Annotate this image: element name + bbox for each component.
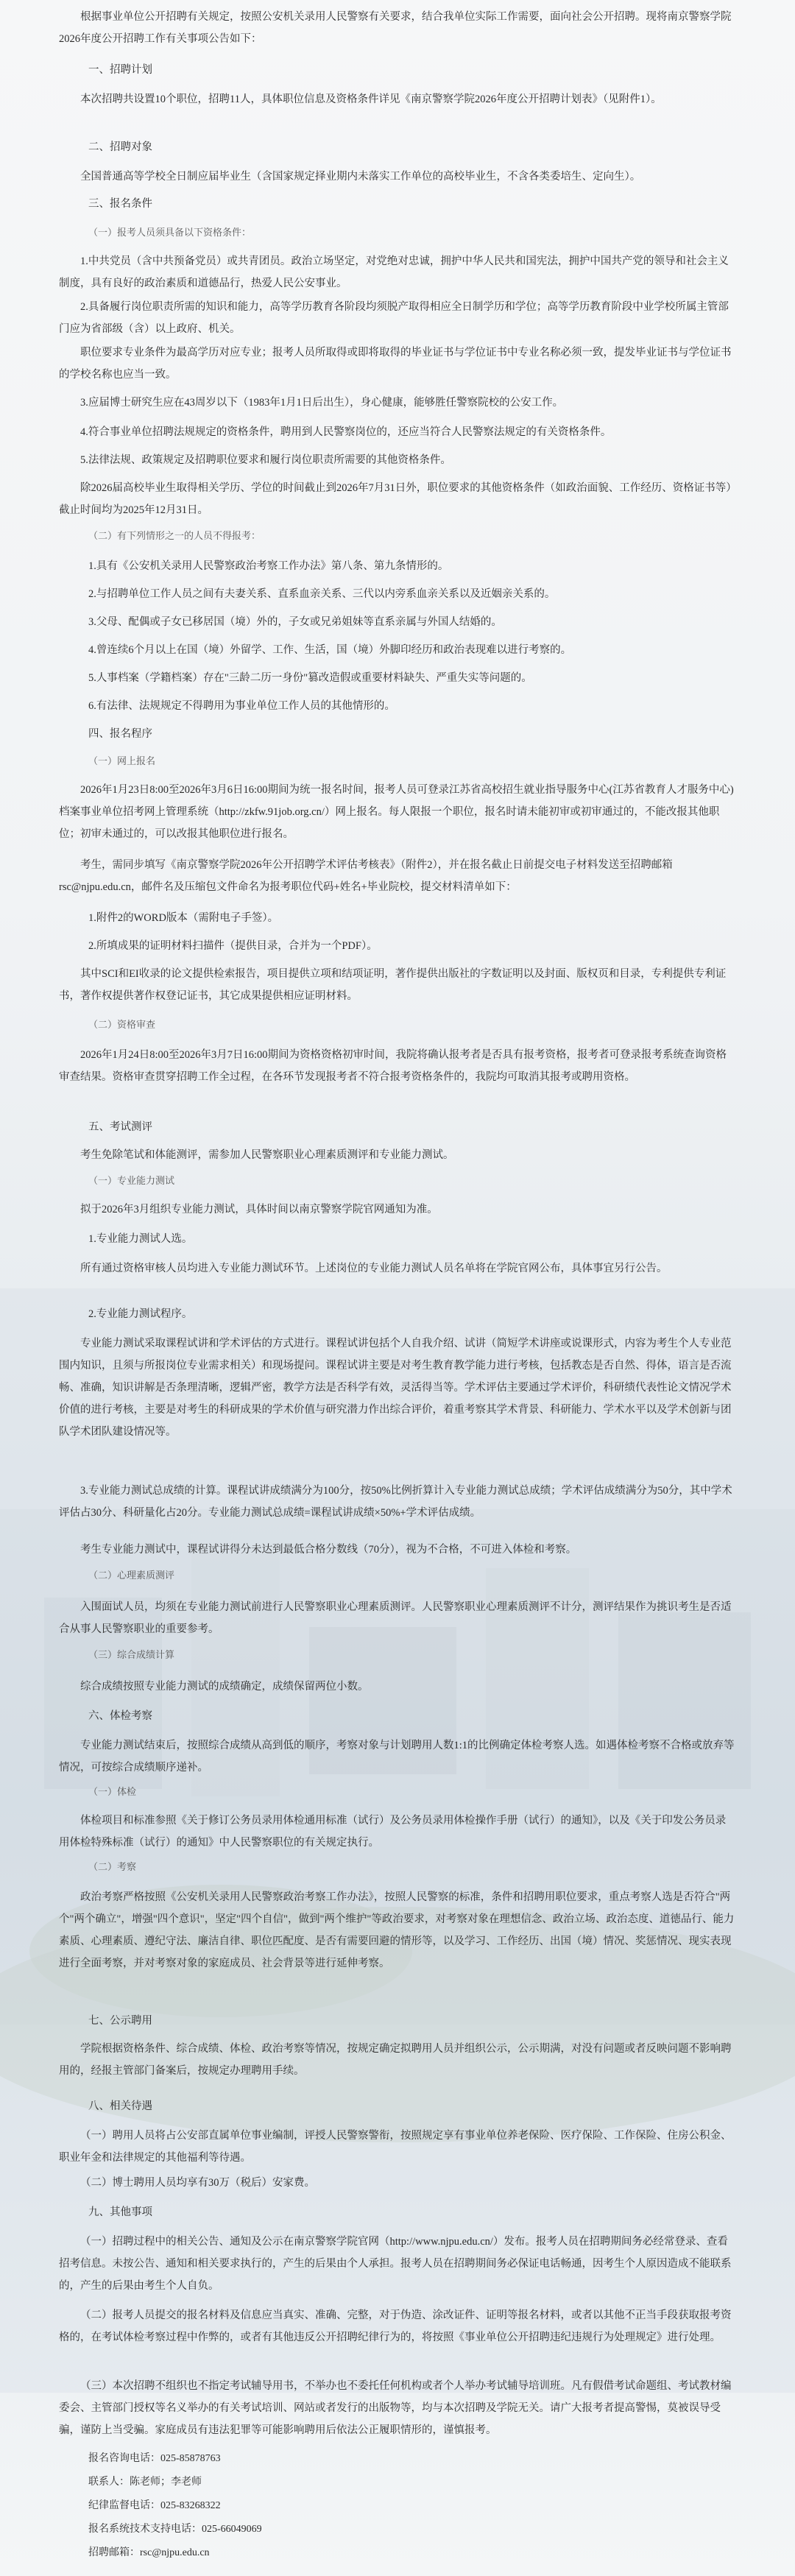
test-scoring: 3.专业能力测试总成绩的计算。课程试讲成绩满分为100分，按50%比例折算计入专业能力测试总成绩；学术评估成绩满分为50分，其中学术评估占30分、科研量化占20分。专业能力测试总成绩=课程试讲成绩×50%+学术评估成绩。 (59, 1485, 732, 1519)
section-5-sub-2: （二）心理素质测评 (88, 1570, 175, 1581)
section-5-sub-1: （一）专业能力测试 (88, 1176, 175, 1187)
section-9-heading: 九、其他事项 (88, 2206, 152, 2218)
benefit-1: （一）聘用人员将占公安部直属单位事业编制，评授人民警察警衔，按照规定享有事业单位养老保险、医疗保险、工作保险、住房公积金、职业年金和法律规定的其他福利等待遇。 (59, 2130, 732, 2164)
section-2-text: 全国普通高等学校全日制应届毕业生（含国家规定择业期内未落实工作单位的高校毕业生，不含各类委培生、定向生）。 (80, 171, 641, 183)
section-6-sub-1: （一）体检 (88, 1787, 137, 1798)
test-procedure-heading: 2.专业能力测试程序。 (88, 1308, 193, 1320)
section-3-sub-2: （二）有下列情形之一的人员不得报考： (88, 531, 261, 542)
condition-5: 5.法律法规、政策规定及招聘职位要求和履行岗位职责所需要的其他资格条件。 (80, 454, 451, 466)
qualification-review: 2026年1月24日8:00至2026年3月7日16:00期间为资格资格初审时间，我院将确认报考者是否具有报考资格，报考者可登录报考系统查询资格审查结果。资格审查贯穿招聘工作全过程，在各环节发现报考者不符合报考资格条件的，我院均可取消其报考或聘用资格。 (59, 1049, 727, 1083)
contact-phone: 报名咨询电话：025-85878763 (88, 2453, 221, 2464)
condition-1: 1.中共党员（含中共预备党员）或共青团员。政治立场坚定，对党绝对忠诚，拥护中华人民共和国宪法，拥护中国共产党的领导和社会主义制度，具有良好的政治素质和道德品行，热爱人民公安事业。 (59, 255, 729, 289)
recruitment-email: 招聘邮箱：rsc@njpu.edu.cn (88, 2547, 210, 2558)
exclusion-4: 4.曾连续6个月以上在国（境）外留学、工作、生活，国（境）外脚印经历和政治表现难以进行考察的。 (88, 644, 572, 656)
exclusion-3: 3.父母、配偶或子女已移居国（境）外的，子女或兄弟姐妹等直系亲属与外国人结婚的。 (88, 616, 502, 628)
section-3-heading: 三、报名条件 (88, 198, 152, 210)
section-4-sub-1: （一）网上报名 (88, 756, 156, 767)
other-1: （一）招聘过程中的相关公告、通知及公示在南京警察学院官网（http://www.njpu.edu.cn/）发布。报考人员在招聘期间务必经常登录、查看招考信息。未按公告、通知和相关要求执行的，产生的后果由个人承担。报考人员在招聘期间务必保证电话畅通，因考生个人原因造成不能联系的，产生的后果由考生个人自负。 (59, 2236, 732, 2292)
test-candidates: 所有通过资格审核人员均进入专业能力测试环节。上述岗位的专业能力测试人员名单将在学院官网公布，具体事宜另行公告。 (80, 1263, 668, 1274)
section-1-heading: 一、招聘计划 (88, 64, 152, 76)
condition-deadline: 除2026届高校毕业生取得相关学历、学位的时间截止到2026年7月31日外，职位要求的其他资格条件（如政治面貌、工作经历、资格证书等）截止时间均为2025年12月31日。 (59, 482, 732, 516)
other-2: （二）报考人员提交的报名材料及信息应当真实、准确、完整，对于伪造、涂改证件、证明等报名材料，或者以其他不正当手段获取报考资格的，在考试体检考察过程中作弊的，或者有其他违反公开招聘纪律行为的，将按照《事业单位公开招聘违纪违规行为处理规定》进行处理。 (59, 2309, 732, 2343)
material-1: 1.附件2的WORD版本（需附电子手签）。 (88, 912, 279, 924)
section-5-text: 考生免除笔试和体能测评，需参加人民警察职业心理素质测评和专业能力测试。 (80, 1149, 454, 1161)
condition-3: 3.应届博士研究生应在43周岁以下（1983年1月1日后出生），身心健康，能够胜任警察院校的公安工作。 (80, 397, 564, 409)
section-6-heading: 六、体检考察 (88, 1710, 152, 1722)
exclusion-2: 2.与招聘单位工作人员之间有夫妻关系、直系血亲关系、三代以内旁系血亲关系以及近姻亲关系的。 (88, 588, 556, 600)
test-passing: 考生专业能力测试中，课程试讲得分未达到最低合格分数线（70分），视为不合格，不可进入体检和考察。 (80, 1544, 577, 1556)
contact-person: 联系人：陈老师；李老师 (88, 2477, 202, 2488)
exclusion-6: 6.有法律、法规规定不得聘用为事业单位工作人员的其他情形的。 (88, 700, 395, 712)
section-5-sub-3: （三）综合成绩计算 (88, 1650, 175, 1661)
tech-support-phone: 报名系统技术支持电话：025-66049069 (88, 2524, 262, 2535)
condition-2-note: 职位要求专业条件为最高学历对应专业；报考人员所取得或即将取得的毕业证书与学位证书中专业名称必须一致，提发毕业证书与学位证书的学校名称也应当一致。 (59, 347, 732, 381)
condition-2: 2.具备履行岗位职责所需的知识和能力，高等学历教育各阶段均须脱产取得相应全日制学历和学位；高等学历教育阶段中业学校所属主管部门应为省部级（含）以上政府、机关。 (59, 301, 729, 335)
section-8-heading: 八、相关待遇 (88, 2100, 152, 2112)
section-5-heading: 五、考试测评 (88, 1121, 152, 1133)
test-candidates-heading: 1.专业能力测试人选。 (88, 1233, 193, 1245)
supervision-phone: 纪律监督电话：025-83268322 (88, 2500, 221, 2511)
section-2-heading: 二、招聘对象 (88, 141, 152, 153)
section-6-text: 专业能力测试结束后，按照综合成绩从高到低的顺序，考察对象与计划聘用人数1:1的比例确定体检考察人选。如遇体检考察不合格或放弃等情况，可按综合成绩顺序递补。 (59, 1740, 735, 1774)
materials-paragraph: 考生，需同步填写《南京警察学院2026年公开招聘学术评估考核表》（附件2），并在报名截止日前提交电子材料发送至招聘邮箱rsc@njpu.edu.cn，邮件名及压缩包文件命名为报考职位代码+姓名+毕业院校，提交材料清单如下： (59, 859, 673, 893)
section-4-sub-2: （二）资格审查 (88, 1020, 156, 1031)
materials-note: 其中SCI和EI收录的论文提供检索报告，项目提供立项和结项证明，著作提供出版社的字数证明以及封面、版权页和目录，专利提供专利证书，著作权提供著作权登记证书，其它成果提供相应证明材料。 (59, 968, 727, 1002)
section-3-sub-1: （一）报考人员须具备以下资格条件： (88, 227, 252, 239)
section-1-text: 本次招聘共设置10个职位，招聘11人，具体职位信息及资格条件详见《南京警察学院2026年度公开招聘计划表》（见附件1）。 (80, 93, 662, 105)
registration-paragraph: 2026年1月23日8:00至2026年3月6日16:00期间为统一报名时间，报考人员可登录江苏省高校招生就业指导服务中心(江苏省教育人才服务中心)档案事业单位招考网上管理系统（http://zkfw.91job.org.cn/）网上报名。每人限报一个职位，报名时请未能初审或初审通过的，不能改报其他职位；初审未通过的，可以改报其他职位进行报名。 (59, 784, 734, 840)
section-4-heading: 四、报名程序 (88, 728, 152, 740)
benefit-2: （二）博士聘用人员均享有30万（税后）安家费。 (80, 2177, 315, 2189)
material-2: 2.所填成果的证明材料扫描件（提供目录，合并为一个PDF）。 (88, 940, 378, 952)
political-review: 政治考察严格按照《公安机关录用人民警察政治考察工作办法》，按照人民警察的标准，条件和招聘用职位要求，重点考察人选是否符合"两个"两个确立"，增强"四个意识"，坚定"四个自信"，做到"两个维护"等政治要求，对考察对象在理想信念、政治立场、政治态度、道德品行、能力素质、心理素质、遵纪守法、廉洁自律、职位匹配度、是否有需要回避的情形等，以及学习、工作经历、出国（境）情况、奖惩情况、现实表现进行全面考察，并对考察对象的家庭成员、社会背景等进行延伸考察。 (59, 1891, 735, 1969)
psych-test: 入围面试人员，均须在专业能力测试前进行人民警察职业心理素质测评。人民警察职业心理素质测评不计分，测评结果作为挑识考生是否适合从事人民警察职业的重要参考。 (59, 1601, 732, 1635)
condition-4: 4.符合事业单位招聘法规规定的资格条件，聘用到人民警察岗位的，还应当符合人民警察法规定的有关资格条件。 (80, 426, 612, 438)
exclusion-5: 5.人事档案（学籍档案）存在"三龄二历一身份"篡改造假或重要材料缺失、严重失实等问题的。 (88, 672, 532, 684)
exclusion-1: 1.具有《公安机关录用人民警察政治考察工作办法》第八条、第九条情形的。 (88, 560, 449, 572)
intro-paragraph: 根据事业单位公开招聘有关规定，按照公安机关录用人民警察有关要求，结合我单位实际工作需要，面向社会公开招聘。现将南京警察学院2026年度公开招聘工作有关事项公告如下： (59, 11, 732, 45)
section-6-sub-2: （二）考察 (88, 1862, 137, 1873)
test-schedule: 拟于2026年3月组织专业能力测试，具体时间以南京警察学院官网通知为准。 (80, 1204, 438, 1215)
section-7-text: 学院根据资格条件、综合成绩、体检、政治考察等情况，按规定确定拟聘用人员并组织公示，公示期满，对没有问题或者反映问题不影响聘用的，经报主管部门备案后，按规定办理聘用手续。 (59, 2043, 732, 2077)
composite-score: 综合成绩按照专业能力测试的成绩确定，成绩保留两位小数。 (80, 1681, 369, 1693)
section-7-heading: 七、公示聘用 (88, 2015, 152, 2027)
test-procedure: 专业能力测试采取课程试讲和学术评估的方式进行。课程试讲包括个人自我介绍、试讲（简短学术讲座或说课形式，内容为考生个人专业范围内知识，且须与所报岗位专业需求相关）和现场提问。课程试讲主要是对考生教育教学能力进行考核，包括教态是否自然、得体，语言是否流畅、准确，知识讲解是否条理清晰，逻辑严密，教学方法是否科学有效，灵活得当等。学术评估主要通过学术评价，科研绩代表性论文情况学术价值的进行考核，主要是对考生的科研成果的学术价值与研究潜力作出综合评价，着重考察其学术背景、科研能力、学术水平以及学术创新与团队学术团队建设情况等。 (59, 1338, 732, 1438)
physical-exam: 体检项目和标准参照《关于修订公务员录用体检通用标准（试行）及公务员录用体检操作手册（试行）的通知》，以及《关于印发公务员录用体检特殊标准（试行）的通知》中人民警察职位的有关规定执行。 (59, 1815, 727, 1849)
other-3: （三）本次招聘不组织也不指定考试辅导用书，不举办也不委托任何机构或者个人举办考试辅导培训班。凡有假借考试命题组、考试教材编委会、主管部门授权等名义举办的有关考试培训、网站或者发行的出版物等，均与本次招聘及学院无关。请广大报考者提高警惕，莫被误导受骗，谨防上当受骗。家庭成员有违法犯罪等可能影响聘用后依法公正履职情形的，谨慎报考。 (59, 2380, 732, 2436)
